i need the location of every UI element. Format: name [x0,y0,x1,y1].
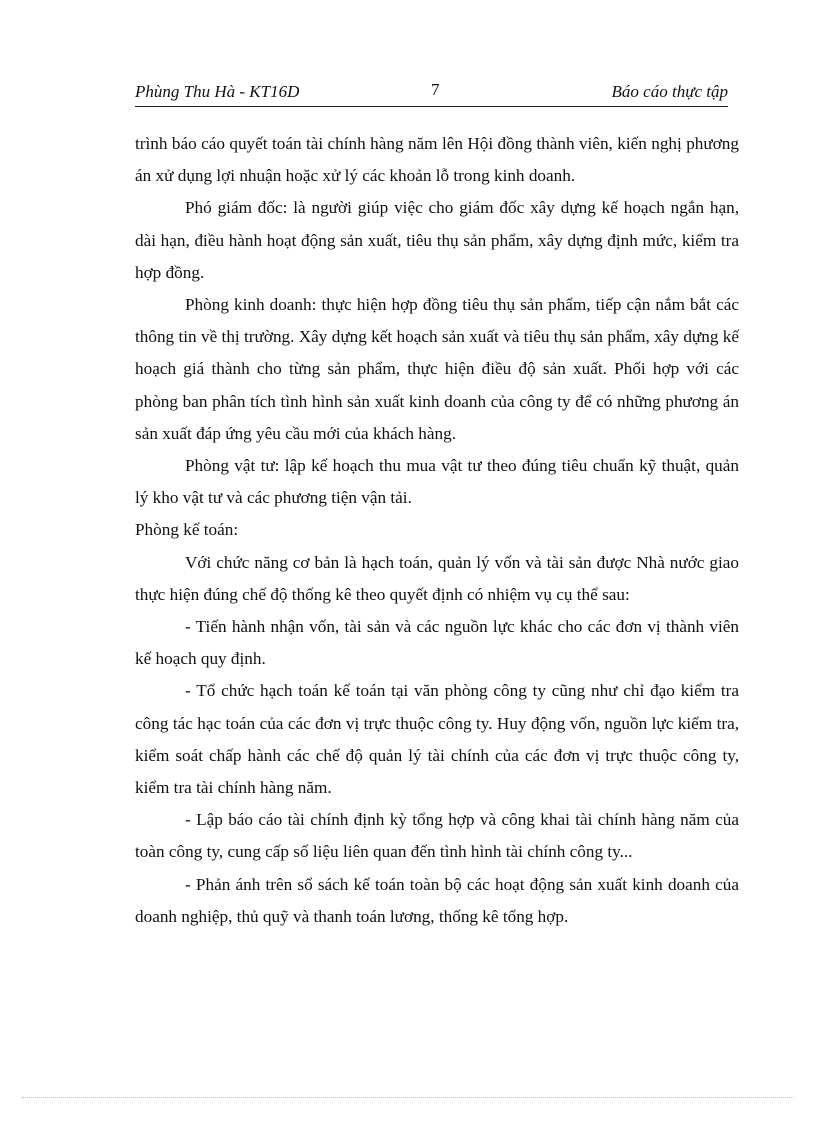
document-body [135,128,739,933]
paragraph-sales-department: Phòng kinh doanh: thực hiện hợp đồng tiêu thụ sản phẩm, tiếp cận nắm bắt các thông tin về thị trường. Xây dựng kết hoạch sản xuất và tiêu thụ sản phẩm, xây dựng kế hoạch giá thành cho từng sản phẩm, thực hiện điều độ sản xuất. Phối hợp với các phòng ban phân tích tình hình sản xuất kinh doanh của công ty để có những phương án sản xuất đáp ứng yêu cầu mới của khách hàng. [135,295,739,443]
page-number: 7 [431,80,440,99]
list-item: - Phản ánh trên sổ sách kế toán toàn bộ các hoạt động sản xuất kinh doanh của doanh nghiệp, thủ quỹ và thanh toán lương, thống kê tổng hợp. [135,874,739,926]
section-heading-accounting: Phòng kế toán: [135,520,239,540]
list-item: - Tổ chức hạch toán kế toán tại văn phòng công ty cũng như chỉ đạo kiểm tra công tác hạc toán của các đơn vị trực thuộc công ty. Huy động vốn, nguồn lực kiểm tra, kiểm soát chấp hành các chế độ quản lý tài chính của các đơn vị trực thuộc công ty, kiểm tra tài chính hàng năm. [135,681,739,798]
page-header [135,80,728,107]
paragraph-materials-department: Phòng vật tư: lập kế hoạch thu mua vật tư theo đúng tiêu chuẩn kỹ thuật, quản lý kho vật tư và các phương tiện vận tải. [135,456,739,508]
header-document-title: Báo cáo thực tập [611,82,728,101]
list-item: - Lập báo cáo tài chính định kỳ tổng hợp và công khai tài chính hàng năm của toàn công ty, cung cấp số liệu liên quan đến tình hình tài chính công ty... [135,810,739,862]
page-bottom-divider [22,1097,794,1098]
list-item: - Tiến hành nhận vốn, tài sản và các nguồn lực khác cho các đơn vị thành viên kế hoạch quy định. [135,617,739,669]
paragraph-continuation: trình báo cáo quyết toán tài chính hàng năm lên Hội đồng thành viên, kiến nghị phương án xử dụng lợi nhuận hoặc xử lý các khoản lỗ trong kinh doanh. [135,134,739,186]
paragraph-accounting-intro: Với chức năng cơ bản là hạch toán, quản lý vốn và tài sản được Nhà nước giao thực hiện đúng chế độ thống kê theo quyết định có nhiệm vụ cụ thể sau: [135,552,739,604]
header-author: Phùng Thu Hà - KT16D [135,82,300,101]
paragraph-deputy-director: Phó giám đốc: là người giúp việc cho giám đốc xây dựng kế hoạch ngắn hạn, dài hạn, điều hành hoạt động sản xuất, tiêu thụ sản phẩm, xây dựng định mức, kiểm tra hợp đồng. [135,198,739,282]
